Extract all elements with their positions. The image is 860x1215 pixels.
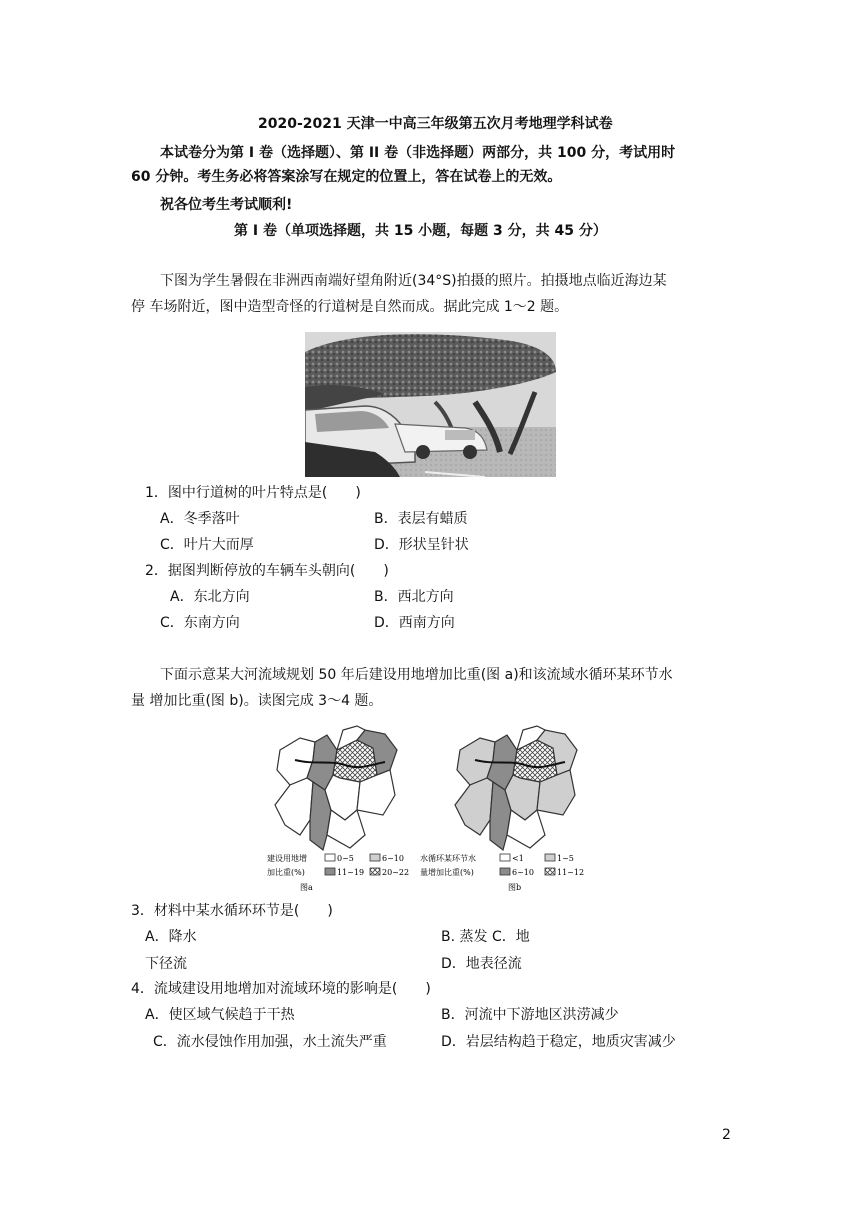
passage1-line1: 下图为学生暑假在非洲西南端好望角附近(34°S)拍摄的照片。拍摄地点临近海边某 — [160, 273, 667, 289]
exam-title: 2020-2021 天津一中高三年级第五次月考地理学科试卷 — [258, 116, 613, 132]
fig-b-swatch-3 — [500, 868, 510, 875]
figure-a — [265, 720, 430, 900]
fig-a-swatch-3 — [325, 868, 335, 875]
fig-b-legend-title-1: 水循环某环节水 — [420, 854, 476, 863]
wish-text: 祝各位考生考试顺利! — [160, 197, 293, 213]
q2-option-c: C．东南方向 — [160, 615, 240, 631]
q1-option-c: C．叶片大而厚 — [160, 537, 254, 553]
q2-stem: 2．据图判断停放的车辆车头朝向( ) — [145, 563, 389, 579]
fig-b-swatch-4 — [545, 868, 555, 875]
fig-a-swatch-1 — [325, 854, 335, 861]
passage1-line2: 停 车场附近，图中造型奇怪的行道树是自然而成。据此完成 1～2 题。 — [131, 299, 569, 315]
fig-b-legend-2: 1~5 — [557, 854, 574, 863]
q3-option-c-cont: 下径流 — [145, 956, 187, 972]
intro-line-2: 60 分钟。考生务必将答案涂写在规定的位置上，答在试卷上的无效。 — [131, 169, 562, 185]
fig-a-legend-1: 0~5 — [337, 854, 354, 863]
fig-b-swatch-1 — [500, 854, 510, 861]
q1-option-b: B．表层有蜡质 — [374, 511, 468, 527]
fig-b-legend-4: 11~12 — [557, 868, 585, 877]
q3-stem: 3．材料中某水循环环节是( ) — [131, 903, 333, 919]
q3-option-d: D．地表径流 — [441, 956, 522, 972]
fig-a-legend-4: 20~22 — [382, 868, 410, 877]
q4-option-c: C．流水侵蚀作用加强，水土流失严重 — [153, 1034, 387, 1050]
fig-a-legend-title-2: 加比重(%) — [267, 868, 305, 877]
fig-a-swatch-2 — [370, 854, 380, 861]
q4-option-d: D．岩层结构趋于稳定，地质灾害减少 — [441, 1034, 676, 1050]
figure-b — [420, 720, 595, 900]
fig-b-legend-3: 6~10 — [512, 868, 534, 877]
fig-a-legend-title-1: 建设用地增 — [267, 854, 307, 863]
q3-option-a: A．降水 — [145, 929, 197, 945]
q1-option-a: A．冬季落叶 — [160, 511, 240, 527]
q2-option-d: D．西南方向 — [374, 615, 455, 631]
fig-a-swatch-4 — [370, 868, 380, 875]
q4-option-a: A．使区域气候趋于干热 — [145, 1007, 295, 1023]
fig-a-caption: 图a — [300, 883, 313, 892]
passage2-line1: 下面示意某大河流域规划 50 年后建设用地增加比重(图 a)和该流域水循环某环节水 — [160, 667, 673, 683]
fig-b-legend-title-2: 量增加比重(%) — [420, 868, 474, 877]
passage2-line2: 量 增加比重(图 b)。读图完成 3～4 题。 — [131, 693, 383, 709]
fig-b-legend-1: <1 — [512, 854, 524, 863]
fig-b-caption: 图b — [508, 883, 522, 892]
q2-option-a: A．东北方向 — [170, 589, 250, 605]
page-number: 2 — [722, 1127, 731, 1143]
fig-a-legend-3: 11~19 — [337, 868, 365, 877]
q1-stem: 1．图中行道树的叶片特点是( ) — [145, 485, 361, 501]
section-title: 第 I 卷（单项选择题，共 15 小题，每题 3 分，共 45 分） — [234, 223, 607, 239]
fig-b-swatch-2 — [545, 854, 555, 861]
tree-photo — [305, 332, 556, 477]
q4-stem: 4．流域建设用地增加对流域环境的影响是( ) — [131, 981, 431, 997]
intro-line-1: 本试卷分为第 I 卷（选择题）、第 II 卷（非选择题）两部分，共 100 分，考试用时 — [160, 145, 676, 161]
q1-option-d: D．形状呈针状 — [374, 537, 469, 553]
q3-option-bc: B. 蒸发 C．地 — [441, 929, 530, 945]
fig-a-legend-2: 6~10 — [382, 854, 404, 863]
q2-option-b: B．西北方向 — [374, 589, 454, 605]
q4-option-b: B．河流中下游地区洪涝减少 — [441, 1007, 619, 1023]
